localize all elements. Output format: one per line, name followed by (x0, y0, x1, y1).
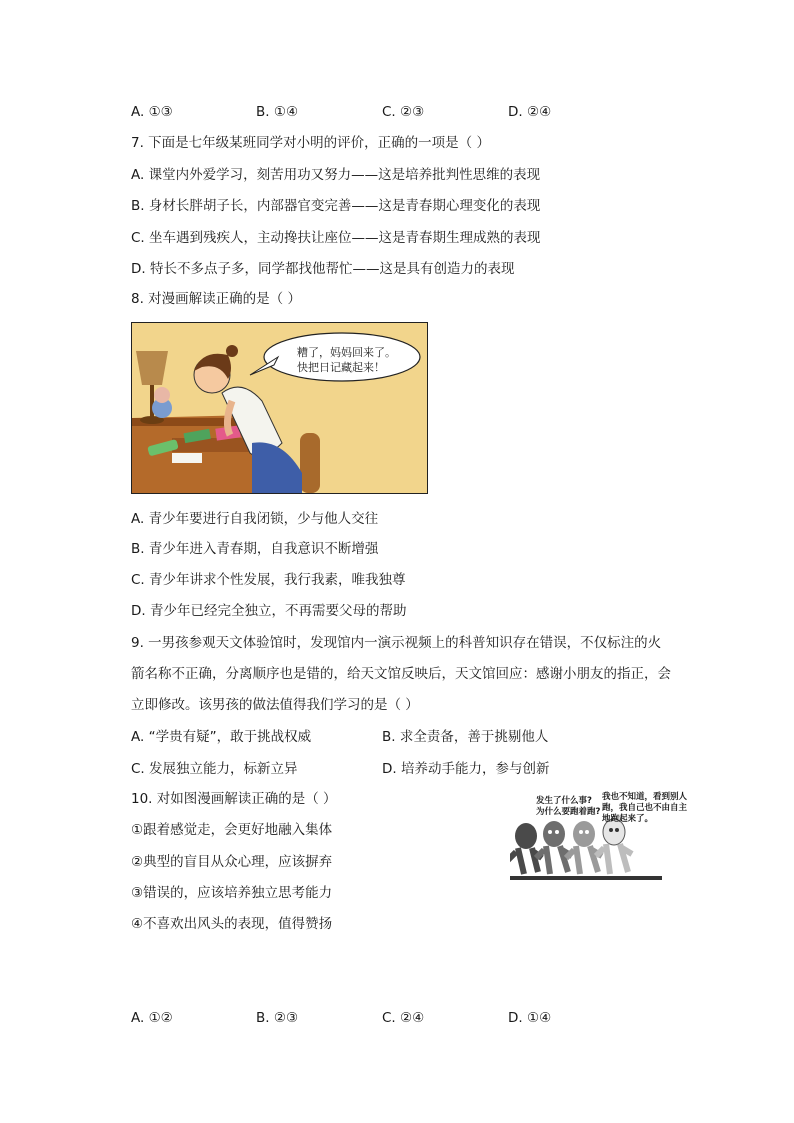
q10-option-d[interactable]: D. ①④ (508, 1010, 552, 1026)
q7-option-b[interactable]: B. 身材长胖胡子长，内部器官变完善——这是青春期心理变化的表现 (131, 198, 541, 214)
q9-option-a[interactable]: A. “学贵有疑”，敢于挑战权威 (131, 729, 312, 745)
q6-option-a[interactable]: A. ①③ (131, 104, 173, 120)
q9-stem-line-3: 立即修改。该男孩的做法值得我们学习的是（ ） (131, 697, 419, 713)
bubble-line-2: 快把日记藏起来！ (297, 361, 385, 374)
q8-option-d[interactable]: D. 青少年已经完全独立，不再需要父母的帮助 (131, 603, 407, 619)
q9-stem-line-2: 箭名称不正确，分离顺序也是错的，给天文馆反映后，天文馆回应：感谢小朋友的指正，会 (131, 666, 671, 682)
q9-stem-line-1: 9. 一男孩参观天文体验馆时，发现馆内一演示视频上的科普知识存在错误，不仅标注的火 (131, 635, 662, 651)
cartoon-right-line-3: 地跑起来了。 (602, 814, 654, 824)
q10-statement-2: ②典型的盲目从众心理，应该摒弃 (131, 854, 333, 870)
q7-stem: 7. 下面是七年级某班同学对小明的评价，正确的一项是（ ） (131, 135, 490, 151)
q10-statement-3: ③错误的，应该培养独立思考能力 (131, 885, 333, 901)
q6-option-d[interactable]: D. ②④ (508, 104, 552, 120)
cartoon-right-line-1: 我也不知道，看到别人 (602, 792, 688, 802)
q8-option-b[interactable]: B. 青少年进入青春期，自我意识不断增强 (131, 541, 379, 557)
q8-cartoon (131, 322, 428, 494)
q10-statement-4: ④不喜欢出风头的表现，值得赞扬 (131, 916, 333, 932)
bubble-line-1: 糟了，妈妈回来了。 (297, 346, 396, 359)
q8-stem: 8. 对漫画解读正确的是（ ） (131, 291, 301, 307)
q10-option-a[interactable]: A. ①② (131, 1010, 173, 1026)
q7-option-a[interactable]: A. 课堂内外爱学习，刻苦用功又努力——这是培养批判性思维的表现 (131, 167, 541, 183)
q10-statement-1: ①跟着感觉走，会更好地融入集体 (131, 822, 333, 838)
cartoon-left-line-2: 为什么要跑着跑? (536, 807, 601, 817)
q6-option-c[interactable]: C. ②③ (382, 104, 425, 120)
q10-stem: 10. 对如图漫画解读正确的是（ ） (131, 791, 337, 807)
q10-option-c[interactable]: C. ②④ (382, 1010, 425, 1026)
q7-option-c[interactable]: C. 坐车遇到残疾人，主动搀扶让座位——这是青春期生理成熟的表现 (131, 230, 541, 246)
q9-option-c[interactable]: C. 发展独立能力，标新立异 (131, 761, 298, 777)
cartoon-left-line-1: 发生了什么事? (536, 796, 592, 806)
q7-option-d[interactable]: D. 特长不多点子多，同学都找他帮忙——这是具有创造力的表现 (131, 261, 515, 277)
q9-option-d[interactable]: D. 培养动手能力，参与创新 (382, 761, 550, 777)
q6-option-b[interactable]: B. ①④ (256, 104, 299, 120)
cartoon-right-line-2: 跑，我自己也不由自主 (602, 803, 688, 813)
q9-option-b[interactable]: B. 求全责备，善于挑剔他人 (382, 729, 549, 745)
q8-option-c[interactable]: C. 青少年讲求个性发展，我行我素，唯我独尊 (131, 572, 406, 588)
q10-cartoon (510, 790, 688, 886)
q10-option-b[interactable]: B. ②③ (256, 1010, 299, 1026)
q8-option-a[interactable]: A. 青少年要进行自我闭锁，少与他人交往 (131, 511, 379, 527)
